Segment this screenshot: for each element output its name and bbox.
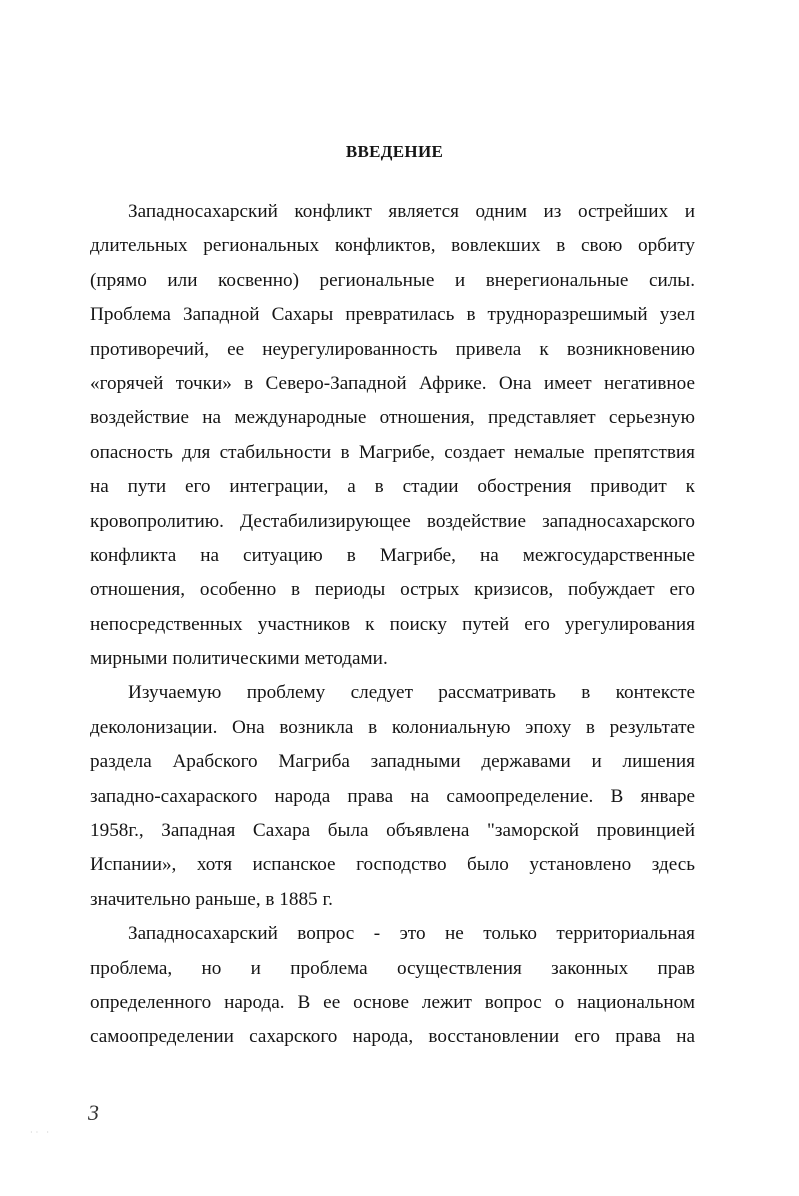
text-line: самоопределении сахарского народа, восстановлении его права на: [90, 1026, 695, 1048]
paragraph-1: [90, 195, 695, 676]
text-line: определенного народа. В ее основе лежит вопрос о национальном: [90, 991, 695, 1013]
text-line: на пути его интеграции, а в стадии обострения приводит к: [90, 476, 695, 498]
text-line: проблема, но и проблема осуществления законных прав: [90, 957, 695, 979]
text-line: западно-сахараского народа права на самоопределение. В январе: [90, 785, 695, 807]
text-line: Западносахарский вопрос - это не только территориальная: [128, 923, 695, 945]
text-line: раздела Арабского Магриба западными державами и лишения: [90, 751, 695, 773]
text-line: Проблема Западной Сахары превратилась в трудноразрешимый узел: [90, 304, 695, 326]
text-line: воздействие на международные отношения, представляет серьезную: [90, 407, 695, 429]
scan-artifact: ·· ·: [30, 1128, 52, 1137]
text-line: длительных региональных конфликтов, вовлекших в свою орбиту: [90, 235, 695, 257]
text-line: опасность для стабильности в Магрибе, создает немалые препятствия: [90, 441, 695, 463]
text-line: непосредственных участников к поиску путей его урегулирования: [90, 613, 695, 635]
body-text: [90, 195, 695, 1055]
text-line: (прямо или косвенно) региональные и внерегиональные силы.: [90, 269, 695, 291]
page-number: 3: [88, 1100, 99, 1125]
text-line: противоречий, ее неурегулированность привела к возникновению: [90, 338, 695, 360]
text-line: Испании», хотя испанское господство было установлено здесь: [90, 854, 695, 876]
text-line: Изучаемую проблему следует рассматривать в контексте: [128, 682, 695, 704]
text-line: конфликта на ситуацию в Магрибе, на межгосударственные: [90, 544, 695, 566]
text-line: Западносахарский конфликт является одним из острейших и: [128, 201, 695, 222]
text-line: отношения, особенно в периоды острых кризисов, побуждает его: [90, 579, 695, 601]
text-line: деколонизации. Она возникла в колониальную эпоху в результате: [90, 716, 695, 738]
text-line: 1958г., Западная Сахара была объявлена "заморской провинцией: [90, 820, 695, 842]
paragraph-2: [90, 676, 695, 917]
text-line: кровопролитию. Дестабилизирующее воздействие западносахарского: [90, 510, 695, 532]
paragraph-3: [90, 917, 695, 1055]
text-line: «горячей точки» в Северо-Западной Африке. Она имеет негативное: [90, 372, 695, 394]
page-title: ВВЕДЕНИЕ: [345, 142, 444, 161]
text-line: значительно раньше, в 1885 г.: [90, 888, 333, 910]
text-line: мирными политическими методами.: [90, 648, 388, 670]
